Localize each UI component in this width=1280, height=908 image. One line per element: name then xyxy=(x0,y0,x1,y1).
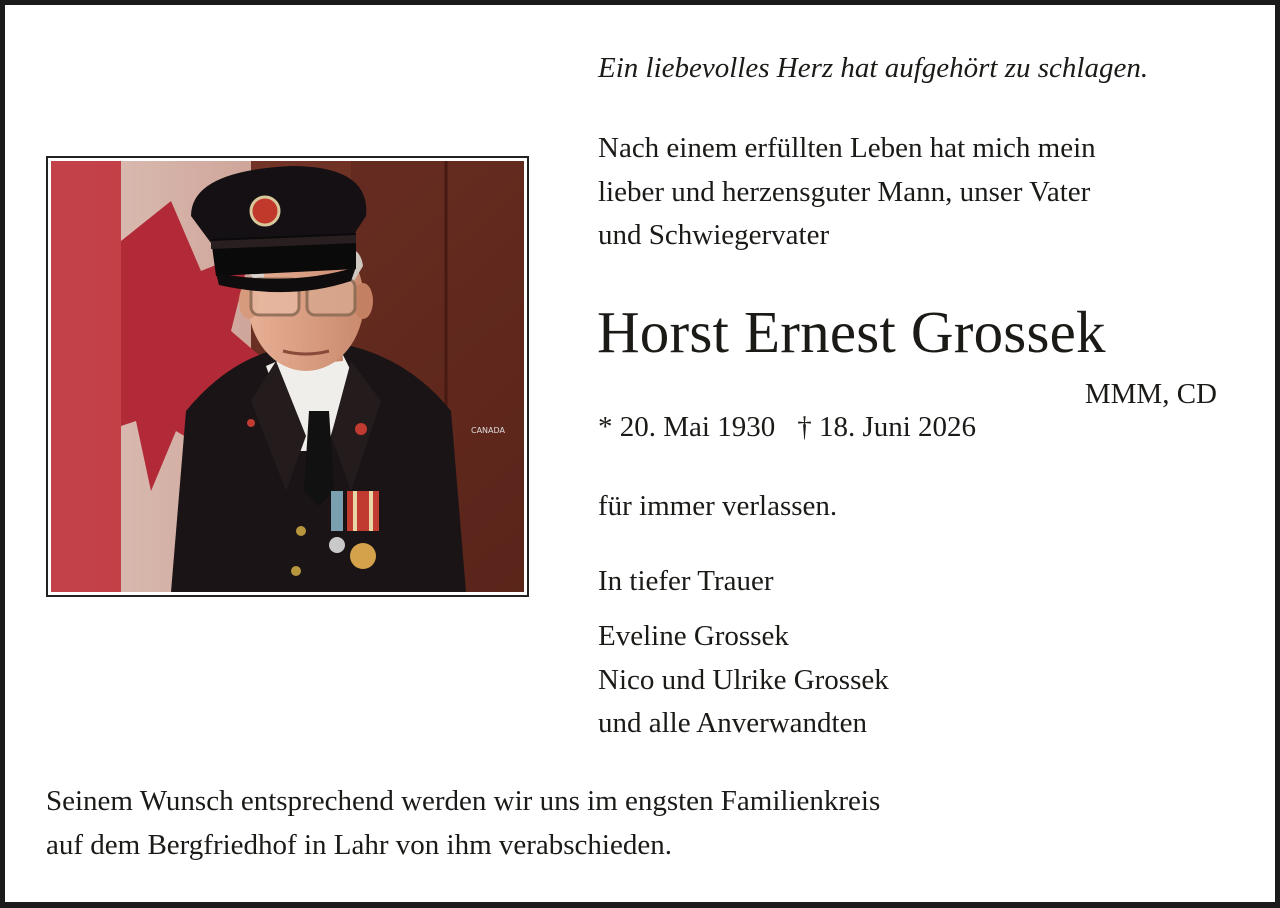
shoulder-flash: CANADA xyxy=(471,426,506,435)
intro-line: Nach einem erfüllten Leben hat mich mein xyxy=(598,132,1096,164)
funeral-note-line: Seinem Wunsch entsprechend werden wir uns im engsten Familienkreis xyxy=(46,785,881,817)
motto: Ein liebevolles Herz hat aufgehört zu schlagen. xyxy=(598,52,1149,84)
portrait-photo xyxy=(46,156,529,597)
funeral-note-line: auf dem Bergfriedhof in Lahr von ihm verabschieden. xyxy=(46,828,672,861)
death-date: † 18. Juni 2026 xyxy=(797,411,977,443)
deceased-name: Horst Ernest Grossek xyxy=(597,299,1106,365)
intro-line: lieber und herzensguter Mann, unser Vater xyxy=(598,175,1091,208)
mourner-name: Nico und Ulrike Grossek xyxy=(598,663,889,696)
portrait-image xyxy=(51,161,524,592)
honours: MMM, CD xyxy=(1084,378,1217,410)
intro-paragraph xyxy=(598,127,1096,258)
mourner-name: Eveline Grossek xyxy=(598,620,789,652)
intro-line: und Schwiegervater xyxy=(598,219,830,251)
birth-date: * 20. Mai 1930 xyxy=(598,411,776,443)
funeral-note xyxy=(46,780,880,867)
mourner-name: und alle Anverwandten xyxy=(598,707,867,739)
life-dates xyxy=(598,407,976,447)
closing-line: für immer verlassen. xyxy=(598,490,838,522)
mourners-list xyxy=(598,615,889,746)
cap-badge xyxy=(251,197,279,225)
mourning-line: In tiefer Trauer xyxy=(598,565,774,597)
